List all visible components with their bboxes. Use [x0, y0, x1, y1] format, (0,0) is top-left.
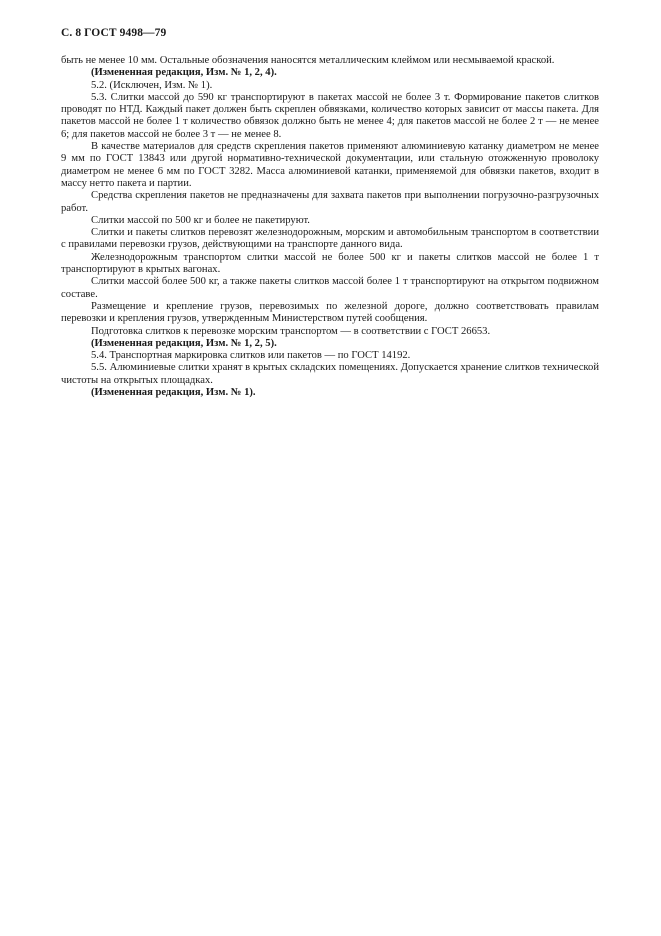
- revision-note: (Измененная редакция, Изм. № 1, 2, 5).: [91, 337, 277, 349]
- paragraph: Слитки массой более 500 кг, а также пакеты слитков массой более 1 т транспортируют на открытом подвижном составе.: [61, 276, 599, 300]
- revision-note: (Измененная редакция, Изм. № 1, 2, 4).: [91, 67, 277, 79]
- paragraph: Подготовка слитков к перевозке морским транспортом — в соответствии с ГОСТ 26653.: [91, 325, 491, 337]
- paragraph: 5.4. Транспортная маркировка слитков или пакетов — по ГОСТ 14192.: [91, 350, 411, 362]
- document-body: [61, 55, 599, 399]
- paragraph: 5.5. Алюминиевые слитки хранят в крытых складских помещениях. Допускается хранение слитков технической чистоты на открытых площадках.: [61, 362, 599, 386]
- paragraph: Железнодорожным транспортом слитки массой не более 500 кг и пакеты слитков массой не более 1 т транспортируют в крытых вагонах.: [61, 251, 599, 276]
- paragraph: 5.3. Слитки массой до 590 кг транспортируют в пакетах массой не более 3 т. Формирование пакетов слитков проводят по НТД. Каждый пакет должен быть скреплен обвязками, количество которых зависит от массы пакета. Для пакетов массой не более 1 т количество обвязок должно быть не менее 4; для пакетов массой не более 2 т — не менее 6; для пакетов массой не более 3 т — не менее 8.: [61, 91, 599, 140]
- paragraph: 5.2. (Исключен, Изм. № 1).: [91, 79, 213, 91]
- paragraph: Средства скрепления пакетов не предназначены для захвата пакетов при выполнении погрузочно-разгрузочных работ.: [61, 190, 599, 214]
- paragraph: быть не менее 10 мм. Остальные обозначения наносятся металлическим клеймом или несмываемой краской.: [61, 55, 555, 66]
- paragraph: В качестве материалов для средств скрепления пакетов применяют алюминиевую катанку диаметром не менее 9 мм по ГОСТ 13843 или другой нормативно-технической документации, или стальную отожженную проволоку диаметром не менее 6 мм по ГОСТ 3282. Масса алюминиевой катанки, применяемой для обвязки пакетов, входит в массу нетто пакета и партии.: [61, 141, 599, 189]
- revision-note: (Измененная редакция, Изм. № 1).: [91, 387, 256, 399]
- page-header: С. 8 ГОСТ 9498—79: [61, 27, 167, 39]
- paragraph: Слитки массой по 500 кг и более не пакетируют.: [91, 214, 310, 226]
- paragraph: Размещение и крепление грузов, перевозимых по железной дороге, должно соответствовать правилам перевозки и крепления грузов, утвержденным Министерством путей сообщения.: [61, 300, 599, 325]
- paragraph: Слитки и пакеты слитков перевозят железнодорожным, морским и автомобильным транспортом в соответствии с правилами перевозки грузов, действующими на транспорте данного вида.: [61, 227, 599, 251]
